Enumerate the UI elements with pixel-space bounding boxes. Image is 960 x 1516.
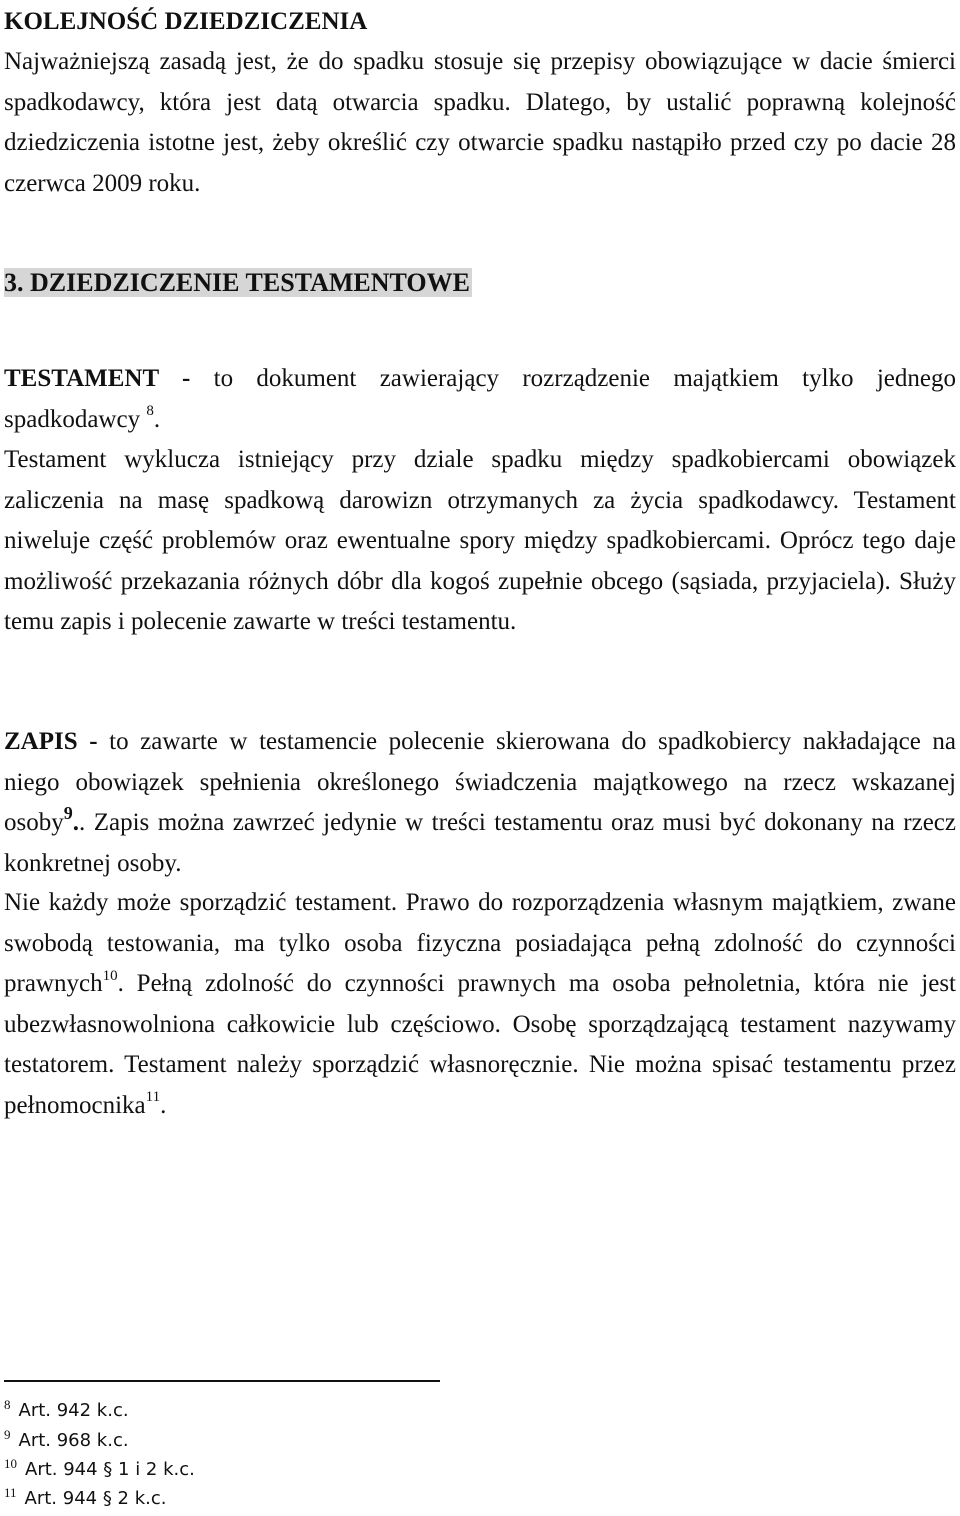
heading-testament-text: 3. DZIEDZICZENIE TESTAMENTOWE (4, 268, 470, 297)
footnote-ref-9: 9 (63, 802, 73, 823)
paragraph-inheritance: Najważniejszą zasadą jest, że do spadku stosuje się przepisy obowiązujące w dacie śmierci spadkodawcy, która jest datą otwarcia spadku. Dlatego, by ustalić poprawną kolejność dziedziczenia istotne jest, żeby określić czy otwarcie spadku nastąpiło przed czy po dacie 28 czerwca 2009 roku. (4, 48, 956, 197)
footnote-number: 10 (4, 1456, 17, 1471)
term-zapis-separator: - (77, 728, 110, 755)
footnote-8 (4, 1397, 129, 1422)
footnote-text: Art. 944 § 1 i 2 k.c. (25, 1459, 195, 1480)
definition-text: to dokument zawierający rozrządzenie majątkiem tylko jednego spadkodawcy (4, 365, 956, 433)
heading-testament (4, 263, 956, 305)
paragraph-testament-definition (4, 359, 956, 440)
definition-end: . (153, 405, 161, 433)
footnote-number: 11 (4, 1485, 17, 1500)
footnote-11 (4, 1485, 167, 1510)
zapis-period: . (72, 809, 79, 836)
capacity-text-3: . (160, 1091, 167, 1119)
capacity-text-2: . Pełną zdolność do czynności prawnych ma osoba pełnoletnia, która nie jest ubezwłasnowolniona całkowicie lub częściowo. Osobę sporządzającą testament nazywamy testatorem. Testament należy sporządzić własnoręcznie. Nie można spisać testamentu przez pełnomocnika (4, 970, 956, 1119)
term-testament: TESTAMENT (4, 365, 159, 392)
footnote-9 (4, 1427, 129, 1452)
term-separator: - (158, 365, 214, 392)
zapis-text-1: to zawarte w testamencie polecenie skierowana do spadkobiercy nakładające na niego obowiązek spełnienia określonego świadczenia majątkowego na rzecz wskazanej osoby (4, 728, 956, 836)
footnote-ref-8: 8 (146, 403, 154, 420)
footnote-10 (4, 1456, 195, 1481)
footnote-text: Art. 968 k.c. (18, 1430, 129, 1451)
footnote-divider (4, 1380, 440, 1382)
zapis-text-2: . Zapis można zawrzeć jedynie w treści testamentu oraz musi być dokonany na rzecz konkretnej osoby. (4, 809, 956, 877)
paragraph-zapis (4, 722, 956, 884)
footnote-ref-11: 11 (145, 1089, 161, 1106)
footnote-ref-10: 10 (102, 967, 118, 984)
footnote-number: 9 (4, 1427, 11, 1442)
footnote-number: 8 (4, 1397, 11, 1412)
paragraph-testament-body: Testament wyklucza istniejący przy dziale spadku między spadkobiercami obowiązek zaliczenia na masę spadkową darowizn otrzymanych za życia spadkodawcy. Testament niweluje część problemów oraz ewentualne spory między spadkobiercami. Oprócz tego daje możliwość przekazania różnych dóbr dla kogoś zupełnie obcego (sąsiada, przyjaciela). Służy temu zapis i polecenie zawarte w treści testamentu. (4, 446, 956, 635)
section-title-inheritance: KOLEJNOŚĆ DZIEDZICZENIA (4, 8, 368, 35)
capacity-text-1: Nie każdy może sporządzić testament. Prawo do rozporządzenia własnym majątkiem, zwane swobodą testowania, ma tylko osoba fizyczna posiadająca pełną zdolność do czynności prawnych (4, 889, 956, 997)
paragraph-capacity (4, 883, 956, 1126)
footnote-text: Art. 944 § 2 k.c. (24, 1488, 167, 1509)
term-zapis: ZAPIS (4, 728, 78, 755)
footnote-text: Art. 942 k.c. (18, 1400, 129, 1421)
